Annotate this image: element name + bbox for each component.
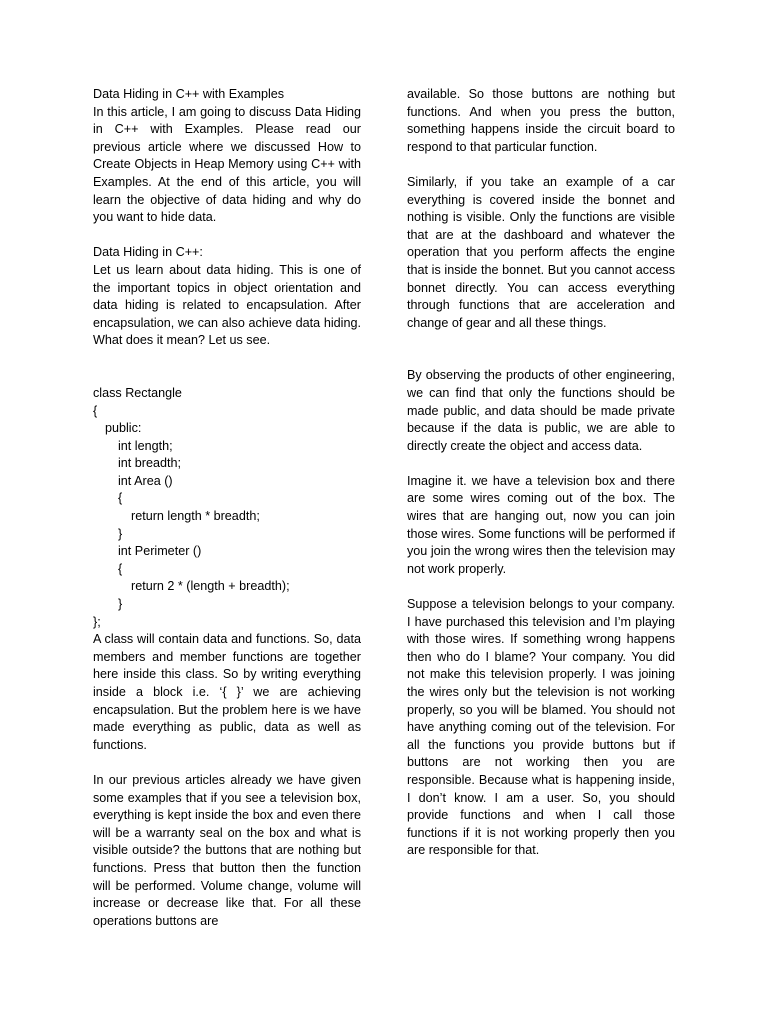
company-paragraph: Suppose a television belongs to your company. I have purchased this television and I’m playing with those wires. If something wrong happens then who do I blame? Your company. You did not make this television properly. I was joining the wires only but the television is not working properly, so you will be blamed. You should not have anything coming out of the television. For all the functions you provide buttons but if buttons are not working then you are responsible. Because what is happening inside, I don’t know. I am a user. So, you should provide functions and when I call those functions if it is not working properly then you are responsible for that.	[407, 597, 675, 858]
article-title: Data Hiding in C++ with Examples	[93, 87, 285, 101]
code-line: int breadth;	[118, 456, 182, 471]
code-block	[93, 385, 361, 631]
code-line: return 2 * (length + breadth);	[131, 579, 290, 594]
television-example-paragraph: In our previous articles already we have given some examples that if you see a television box, everything is kept inside the box and even there will be a warranty seal on the box and what is visible outside? the buttons that are nothing but functions. Press that button then the function will be performed. Volume change, volume will increase or decrease like that. For all these operations buttons are	[93, 772, 361, 928]
code-line: int length;	[118, 438, 173, 453]
code-line: };	[93, 614, 101, 629]
right-column	[407, 86, 675, 860]
code-line: public:	[105, 421, 142, 436]
code-line: }	[118, 597, 123, 612]
left-column	[93, 86, 361, 930]
car-example-paragraph: Similarly, if you take an example of a car everything is covered inside the bonnet and nothing is visible. Only the functions are visible that are at the dashboard and whatever the operation that you perform affects the engine that is inside the bonnet. But you cannot access bonnet directly. You can access everything through functions that are acceleration and change of gear and all these things.	[407, 174, 675, 330]
code-line: {	[118, 491, 123, 506]
buttons-paragraph: available. So those buttons are nothing but functions. And when you press the button, something happens inside the circuit board to respond to that particular function.	[407, 87, 675, 154]
engineering-paragraph: By observing the products of other engineering, we can find that only the functions should be made public, and data should be made private because if the data is public, we are able to directly create the object and access data.	[407, 368, 675, 453]
code-line: class Rectangle	[93, 385, 182, 400]
code-line: int Perimeter ()	[118, 544, 202, 559]
code-line: {	[93, 403, 98, 418]
class-explanation-paragraph: A class will contain data and functions. So, data members and member functions are together here inside this class. So by writing everything inside a block i.e. ‘{ }’ we are achieving encapsulation. But the problem here is we have made everything as public, data as well as functions.	[93, 632, 361, 752]
code-line: int Area ()	[118, 473, 173, 488]
code-line: }	[118, 526, 123, 541]
intro-paragraph: In this article, I am going to discuss Data Hiding in C++ with Examples. Please read our previous article where we discussed How to Create Objects in Heap Memory using C++ with Examples. At the end of this article, you will learn the objective of data hiding and why do you want to hide data.	[93, 104, 361, 225]
code-line: {	[118, 561, 123, 576]
wires-paragraph: Imagine it. we have a television box and there are some wires coming out of the box. The wires that are hanging out, now you can join those wires. Some functions will be performed if you join the wrong wires then the television may not work properly.	[407, 473, 675, 576]
encapsulation-paragraph: Let us learn about data hiding. This is one of the important topics in object orientation and data hiding is related to encapsulation. After encapsulation, we can also achieve data hiding. What does it mean? Let us see.	[93, 262, 361, 348]
code-line: return length * breadth;	[131, 509, 260, 524]
section-heading: Data Hiding in C++:	[93, 245, 203, 260]
